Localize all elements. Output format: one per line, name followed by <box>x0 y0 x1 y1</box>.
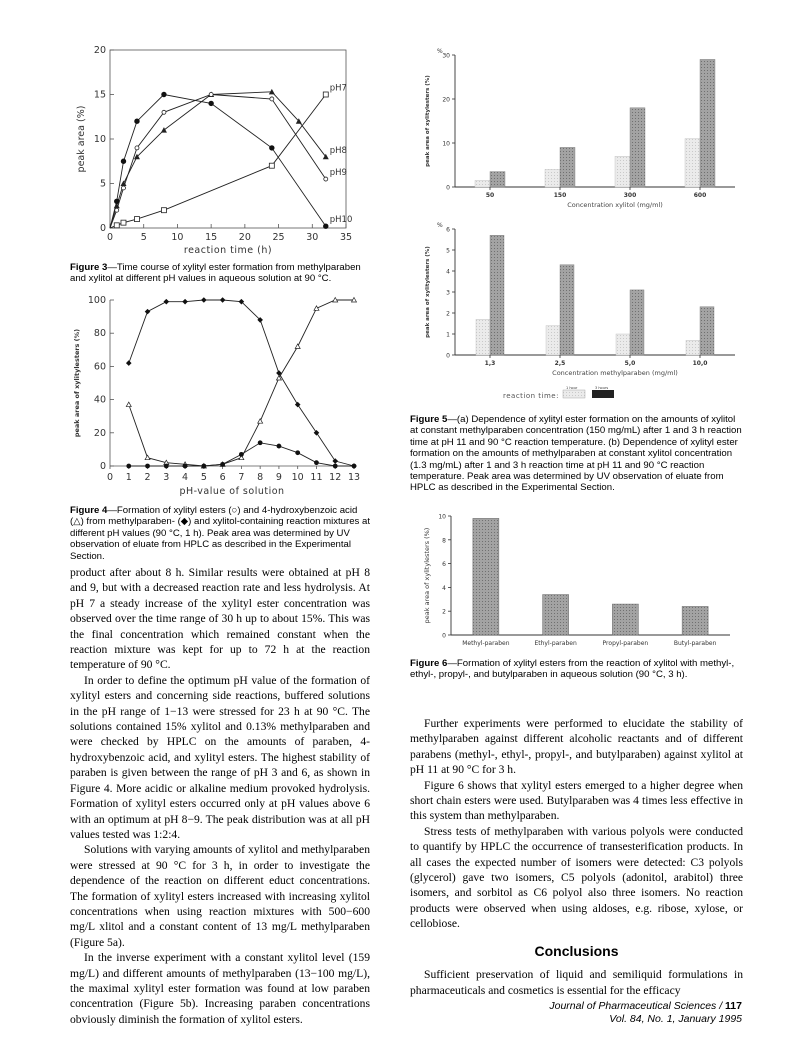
footer-journal: Journal of Pharmaceutical Sciences / <box>549 1000 726 1012</box>
conclusions-heading: Conclusions <box>534 942 619 959</box>
x-tick-label: 12 <box>329 472 342 483</box>
x-tick-label: 25 <box>272 232 285 243</box>
data-point <box>161 92 166 97</box>
figure-4-chart <box>70 290 370 505</box>
y-tick-label: 4 <box>446 268 450 276</box>
y-tick-label: 40 <box>93 394 106 406</box>
bar <box>682 606 708 635</box>
data-point <box>114 223 119 228</box>
bar-1-hour <box>616 334 630 355</box>
x-tick-label: 4 <box>182 472 189 483</box>
x-tick-label: 20 <box>238 232 251 243</box>
data-point <box>135 146 139 150</box>
series-line <box>129 300 354 466</box>
left-paragraph-2: In order to define the optimum pH value of the formation of xylityl esters and concerning side reactions, buffered solutions in the pH range of 1−13 were stressed for 23 h at 90 °C. The solutions contained 15% xylitol and 0.13% methylparaben and were checked by HPLC on the amounts of paraben, 4-hydroxybenzoic acid, and xylityl esters. The highest stability of paraben is given between the range of pH 3 and 6, as shown in Figure 4. More acidic or alkaline medium provoked hydrolysis. Formation of xylityl esters occurred only at pH values above 6 with an optimum at pH 8−9. The peak distribution was at all pH values tested was 1:2:4. <box>70 673 370 841</box>
figure-3-caption <box>70 262 370 285</box>
legend-label-3-hours: 3 hours <box>595 386 609 390</box>
bar-1-hour <box>476 319 490 355</box>
x-axis-label: pH-value of solution <box>179 486 285 497</box>
series-line-pH10 <box>110 95 326 229</box>
data-point <box>314 306 319 311</box>
x-tick-label: 1 <box>125 472 132 483</box>
x-tick-label: 150 <box>553 192 567 199</box>
data-point <box>162 110 166 114</box>
bar <box>543 595 569 635</box>
series-label: pH8 <box>329 145 347 156</box>
x-tick-label: 8 <box>257 472 264 483</box>
legend-title: reaction time: <box>503 392 559 400</box>
bar-1-hour <box>686 340 700 355</box>
data-point <box>209 93 213 97</box>
series-line-pH9 <box>110 95 326 229</box>
x-tick-label: 3 <box>163 472 170 483</box>
data-point <box>269 145 274 150</box>
y-tick-label: 100 <box>87 295 106 306</box>
y-tick-label: 10 <box>442 140 450 148</box>
x-axis-label: reaction time (h) <box>183 245 273 256</box>
x-tick-label: 5 <box>200 472 207 483</box>
x-tick-label: Methyl-paraben <box>462 640 510 647</box>
data-point <box>258 440 263 445</box>
data-point <box>145 464 150 469</box>
x-axis-label: Concentration xylitol (mg/ml) <box>567 201 663 209</box>
data-point <box>126 464 131 469</box>
figure-6-caption-label: Figure 6 <box>410 658 448 669</box>
x-tick-label: 2,5 <box>554 360 566 367</box>
y-tick-label: 3 <box>446 289 450 297</box>
page-footer <box>480 1000 742 1025</box>
y-tick-label: 4 <box>442 584 446 592</box>
data-point <box>220 462 225 467</box>
x-tick-label: 15 <box>205 232 218 243</box>
data-point <box>277 444 282 449</box>
x-tick-label: 5 <box>140 232 147 243</box>
figure-6-chart <box>415 510 745 658</box>
right-paragraph-4: Sufficient preservation of liquid and semiliquid formulations in pharmaceuticals and cosmetics is essential for the efficacy <box>410 968 743 997</box>
footer-page-number: 117 <box>725 1000 742 1012</box>
y-tick-label: 0 <box>442 632 446 640</box>
right-paragraph-1: Further experiments were performed to elucidate the stability of methylparaben against different alcoholic reactants and of different parabens (methyl-, ethyl-, propyl-, and butylparaben) against xylitol at pH 11 at 90 °C for 3 h. <box>410 717 743 777</box>
x-tick-label: 600 <box>693 192 707 199</box>
y-unit-mark: % <box>437 48 443 55</box>
y-tick-label: 6 <box>446 226 450 234</box>
x-tick-label: 2 <box>144 472 151 483</box>
left-paragraph-3: Solutions with varying amounts of xylitol and methylparaben were stressed at 90 °C for 3 h, in order to investigate the dependence of the reaction on different educt concentrations. The formation of xylityl esters increased with increasing xylitol concentrations when using reaction mixtures with 500−600 mg/L xlitol and a constant content of 13 mg/L methylparaben (Figure 5a). <box>70 843 370 949</box>
y-axis-label: peak area of xylitylesters (%) <box>425 246 431 338</box>
data-point <box>333 464 338 469</box>
data-point <box>201 297 207 303</box>
x-tick-label: 10,0 <box>692 360 708 367</box>
data-point <box>183 464 188 469</box>
bar-3-hours <box>560 265 574 355</box>
data-point <box>220 297 226 303</box>
data-point <box>314 460 319 465</box>
y-axis-label: peak area of xylitylesters (%) <box>425 75 431 167</box>
data-point <box>295 344 300 349</box>
y-tick-label: 5 <box>446 247 450 255</box>
x-tick-label: 0 <box>106 232 114 243</box>
data-point <box>164 299 170 305</box>
series-line <box>129 300 354 466</box>
figure-4-caption <box>70 505 370 562</box>
footer-issue: Vol. 84, No. 1, January 1995 <box>609 1012 742 1025</box>
data-point <box>182 299 188 305</box>
data-point <box>121 159 126 164</box>
left-column-text <box>70 565 370 1027</box>
y-tick-label: 6 <box>442 561 446 569</box>
data-point <box>258 419 263 424</box>
x-tick-label: 11 <box>310 472 323 483</box>
bar-3-hours <box>700 59 715 187</box>
data-point <box>115 208 119 212</box>
x-tick-label: 10 <box>171 232 184 243</box>
data-point <box>208 101 213 106</box>
figure-3-caption-text: —Time course of xylityl ester formation from methylparaben and xylitol at different pH values in aqueous solution at 90 °C. <box>70 262 361 285</box>
data-point <box>145 455 150 460</box>
y-tick-label: 8 <box>442 537 446 545</box>
data-point <box>270 97 274 101</box>
x-tick-label: 7 <box>238 472 245 483</box>
y-tick-label: 60 <box>93 361 106 373</box>
figure-5a-chart <box>415 45 755 217</box>
y-tick-label: 10 <box>93 134 106 145</box>
x-tick-label: 0 <box>106 472 114 483</box>
figure-5b-chart <box>415 217 755 414</box>
y-tick-label: 15 <box>93 89 106 101</box>
x-axis-label: Concentration methylparaben (mg/ml) <box>552 369 678 377</box>
x-tick-label: 35 <box>339 232 353 243</box>
series-label: pH10 <box>329 215 353 226</box>
left-paragraph-1: product after about 8 h. Similar results were obtained at pH 8 and 9, but with a decreased reaction rate and less hydrolysis. At pH 7 a steady increase of the xylityl ester concentration was observed over the time range of 30 h up to about 15%. This was the final concentration which remained constant when the reaction mixture was kept for up to 72 h at the reaction temperature of 90 °C. <box>70 566 370 672</box>
x-tick-label: 30 <box>306 232 319 243</box>
data-point <box>164 464 169 469</box>
series-label: pH7 <box>329 83 347 94</box>
data-point <box>314 430 320 436</box>
y-tick-label: 0 <box>99 461 106 472</box>
data-point <box>121 220 126 225</box>
y-tick-label: 20 <box>93 45 106 56</box>
legend-swatch-3-hours <box>592 390 614 398</box>
data-point <box>295 402 301 408</box>
data-point <box>269 163 274 168</box>
data-point <box>323 92 328 97</box>
figure-4-caption-text: —Formation of xylityl esters (○) and 4-hydroxybenzoic acid (△) from methylparaben- (◆) and xylitol-containing reaction mixtures at different pH values (90 °C, 1 h). Peak area was determined by UV observation of eluate from HPLC as described in the Experimental Section. <box>70 505 371 562</box>
x-tick-label: Propyl-paraben <box>602 640 649 647</box>
series-label: pH9 <box>329 168 347 179</box>
y-tick-label: 0 <box>446 184 450 192</box>
y-tick-label: 5 <box>99 178 106 190</box>
x-tick-label: 10 <box>291 472 304 483</box>
x-tick-label: 1,3 <box>484 360 496 367</box>
bar-1-hour <box>475 180 490 187</box>
bar-3-hours <box>630 108 645 187</box>
series-line-pH8 <box>110 92 326 228</box>
bar <box>612 604 638 635</box>
data-point <box>352 464 357 469</box>
legend-label-1-hour: 1 hour <box>566 386 578 390</box>
data-point <box>114 199 119 204</box>
data-point <box>332 458 338 464</box>
bar-3-hours <box>490 172 505 187</box>
y-tick-label: 30 <box>442 52 450 60</box>
figure-6-caption-text: —Formation of xylityl esters from the reaction of xylitol with methyl-, ethyl-, propyl-, and butylparaben in aqueous solution (90 °C, 3 h). <box>410 658 735 681</box>
bar <box>473 518 499 635</box>
figure-5-caption-label: Figure 5 <box>410 414 448 425</box>
x-tick-label: 6 <box>219 472 226 483</box>
bar-1-hour <box>615 156 630 187</box>
data-point <box>126 402 131 407</box>
data-point <box>145 309 151 315</box>
bar-1-hour <box>545 169 560 187</box>
y-tick-label: 0 <box>446 352 450 360</box>
data-point <box>201 464 206 469</box>
y-tick-label: 0 <box>99 223 106 234</box>
x-tick-label: Butyl-paraben <box>673 640 717 647</box>
x-tick-label: 9 <box>275 472 282 483</box>
data-point <box>134 119 139 124</box>
data-point <box>134 217 139 222</box>
y-unit-mark: % <box>437 222 443 229</box>
y-tick-label: 10 <box>438 513 446 521</box>
figure-4-caption-label: Figure 4 <box>70 505 108 516</box>
bar-1-hour <box>685 139 700 187</box>
x-tick-label: 50 <box>485 192 495 199</box>
data-point <box>295 450 300 455</box>
data-point <box>324 177 328 181</box>
bar-1-hour <box>546 326 560 355</box>
y-tick-label: 2 <box>446 310 450 318</box>
right-paragraph-2: Figure 6 shows that xylityl esters emerged to a higher degree when short chain esters were used. Butylparaben was 4 times less effective in this system than methylparaben. <box>410 778 743 823</box>
right-column-text <box>410 716 743 998</box>
series-line-pH7 <box>110 95 326 229</box>
plot-frame <box>110 50 346 228</box>
bar-3-hours <box>700 307 714 355</box>
y-axis-label: peak area of xylitylesters (%) <box>73 328 81 438</box>
y-tick-label: 20 <box>93 427 106 439</box>
bar-3-hours <box>490 235 504 355</box>
y-tick-label: 20 <box>442 96 450 104</box>
x-tick-label: Ethyl-paraben <box>534 640 577 647</box>
data-point <box>161 208 166 213</box>
right-paragraph-3: Stress tests of methylparaben with various polyols were conducted to quantify by HPLC the occurrence of transesterification products. In all cases the expected number of isomers were detected: C3 polyols (glycerol) gave two isomers, C5 polyols (adonitol, arabitol) three isomers, and sorbitol as C6 polyol also three isomers. No reaction products were observed when using aldoses, e.g. ribose, xylose, or cellobiose. <box>410 824 743 931</box>
legend-swatch-1-hour <box>563 390 585 398</box>
figure-5-caption-text: —(a) Dependence of xylityl ester formation on the amounts of xylitol at constant methylparaben concentration (150 mg/mL) after 1 and 3 h reaction time at pH 11 and 90 °C reaction temperature. (b) Dependence of xylityl ester formation on the amounts of methylparaben at constant xylitol concentration (1.3 mg/mL) after 1 and 3 h reaction time at pH 11 and 90 °C reaction temperature. Peak area was determined by UV observation of eluate from HPLC as described in the Experimental Section. <box>410 414 742 494</box>
figure-6-caption <box>410 658 743 681</box>
data-point <box>323 224 328 229</box>
figure-3-chart <box>70 40 370 260</box>
x-tick-label: 5,0 <box>624 360 636 367</box>
figure-5-caption <box>410 414 743 494</box>
y-tick-label: 1 <box>446 331 450 339</box>
left-paragraph-4: In the inverse experiment with a constant xylitol level (159 mg/L) and different amounts of methylparaben (13−100 mg/L), the maximal xylityl ester formation was found at low paraben concentration (Figure 5b). Increasing paraben concentrations obviously diminish the formation of xylitol esters. <box>70 951 370 1026</box>
y-axis-label: peak area (%) <box>76 105 87 173</box>
figure-3-caption-label: Figure 3 <box>70 262 108 273</box>
bar-3-hours <box>560 147 575 187</box>
y-tick-label: 80 <box>93 328 106 340</box>
data-point <box>239 452 244 457</box>
y-tick-label: 2 <box>442 608 446 616</box>
x-tick-label: 300 <box>623 192 637 199</box>
bar-3-hours <box>630 290 644 355</box>
data-point <box>121 186 125 190</box>
x-tick-label: 13 <box>347 472 361 483</box>
y-axis-label: peak area of xylitylesters (%) <box>423 527 431 624</box>
data-point <box>126 360 132 366</box>
